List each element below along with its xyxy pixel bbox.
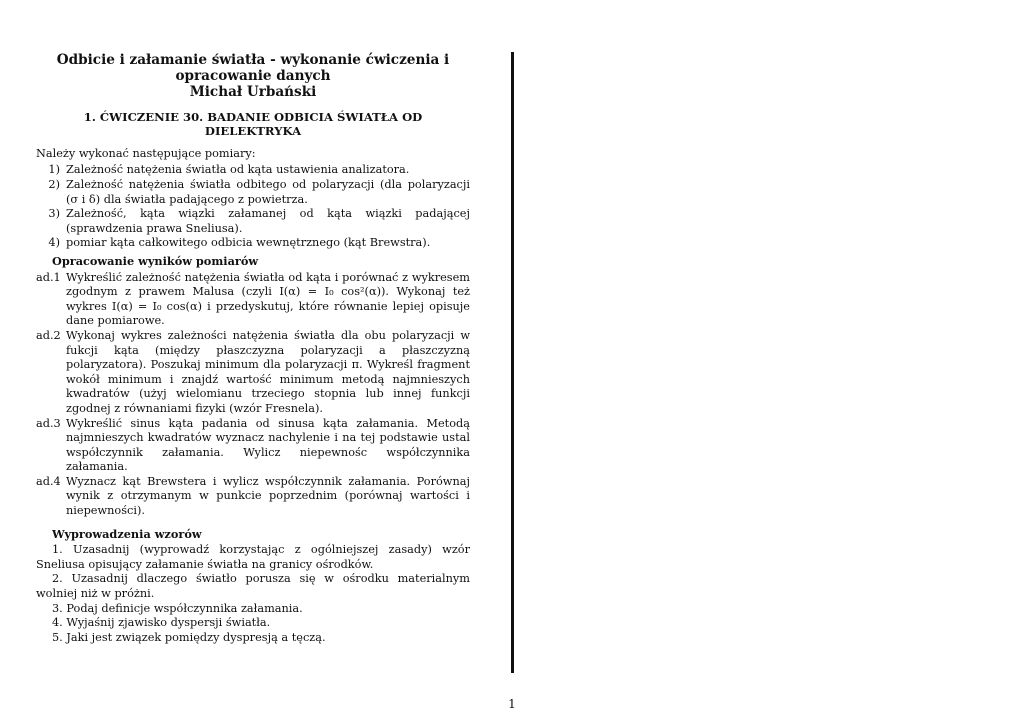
- measurement-item: 2) Zależność natężenia światła odbitego od polaryzacji (dla polaryzacji (σ i δ) dla światła padającego z powietrza.: [48, 178, 470, 206]
- derivations-heading: Wyprowadzenia wzorów: [52, 526, 202, 541]
- page-number: 1: [508, 697, 516, 711]
- derivation-item: 4. Wyjaśnij zjawisko dyspersji światła.: [52, 616, 271, 630]
- document-title: [36, 52, 470, 100]
- column-divider: [511, 52, 514, 673]
- author-name: Michał Urbański: [189, 84, 317, 100]
- results-heading: Opracowanie wyników pomiarów: [52, 253, 259, 268]
- measurement-item: 4) pomiar kąta całkowitego odbicia wewnętrznego (kąt Brewstra).: [48, 236, 431, 250]
- result-item: ad.3 Wykreślić sinus kąta padania od sinusa kąta załamania. Metodą najmnieszych kwadratów wyznacz nachylenie i na tej podstawie ustal współczynnik załamania. Wylicz niepewnośc współczynnika załamania.: [36, 416, 470, 474]
- results-list: [36, 271, 470, 519]
- title-line-2: opracowanie danych: [175, 68, 331, 84]
- derivation-item: 3. Podaj definicje współczynnika załamania.: [52, 601, 303, 615]
- derivations-list: [36, 543, 470, 645]
- derivation-item: 1. Uzasadnij (wyprowadź korzystając z ogólniejszej zasady) wzór Sneliusa opisujący załamanie światła na granicy ośrodków.: [36, 543, 470, 571]
- intro-text: Należy wykonać następujące pomiary:: [36, 146, 256, 160]
- title-line-1: Odbicie i załamanie światła - wykonanie ćwiczenia i: [56, 52, 450, 68]
- measurement-list: [36, 163, 470, 251]
- measurement-item: 3) Zależność, kąta wiązki załamanej od kąta wiązki padającej (sprawdzenia prawa Sneliusa).: [48, 207, 470, 235]
- result-item: ad.1 Wykreślić zależność natężenia światła od kąta i porównać z wykresem zgodnym z prawem Malusa (czyli I(α) = I₀ cos²(α)). Wykonaj też wykres I(α) = I₀ cos(α) i przedyskutuj, które równanie lepiej opisuje dane pomiarowe.: [36, 270, 470, 328]
- result-item: ad.4 Wyznacz kąt Brewstera i wylicz współczynnik załamania. Porównaj wynik z otrzymanym w punkcie poprzednim (porównaj wartości i niepewności).: [36, 474, 470, 518]
- section-title: 1. ĆWICZENIE 30. BADANIE ODBICIA ŚWIATŁA OD DIELEKTRYKA: [83, 110, 423, 139]
- derivation-item: 2. Uzasadnij dlaczego światło porusza się w ośrodku materialnym wolniej niż w próżni.: [36, 572, 470, 601]
- measurement-item: 1) Zależność natężenia światła od kąta ustawienia analizatora.: [48, 163, 410, 177]
- result-item: ad.2 Wykonaj wykres zależności natężenia światła dla obu polaryzacji w fukcji kąta (między płaszczyzna polaryzacji a płaszczyzną polaryzatora). Poszukaj minimum dla polaryzacji π. Wykreśl fragment wokół minimum i znajdź wartość minimum metodą najmnieszych kwadratów (użyj wielomianu trzeciego stopnia lub innej funkcji zgodnej z równaniami fizyki (wzór Fresnela).: [36, 328, 470, 415]
- text-column: [36, 52, 470, 645]
- derivation-item: 5. Jaki jest związek pomiędzy dyspresją a tęczą.: [52, 630, 326, 644]
